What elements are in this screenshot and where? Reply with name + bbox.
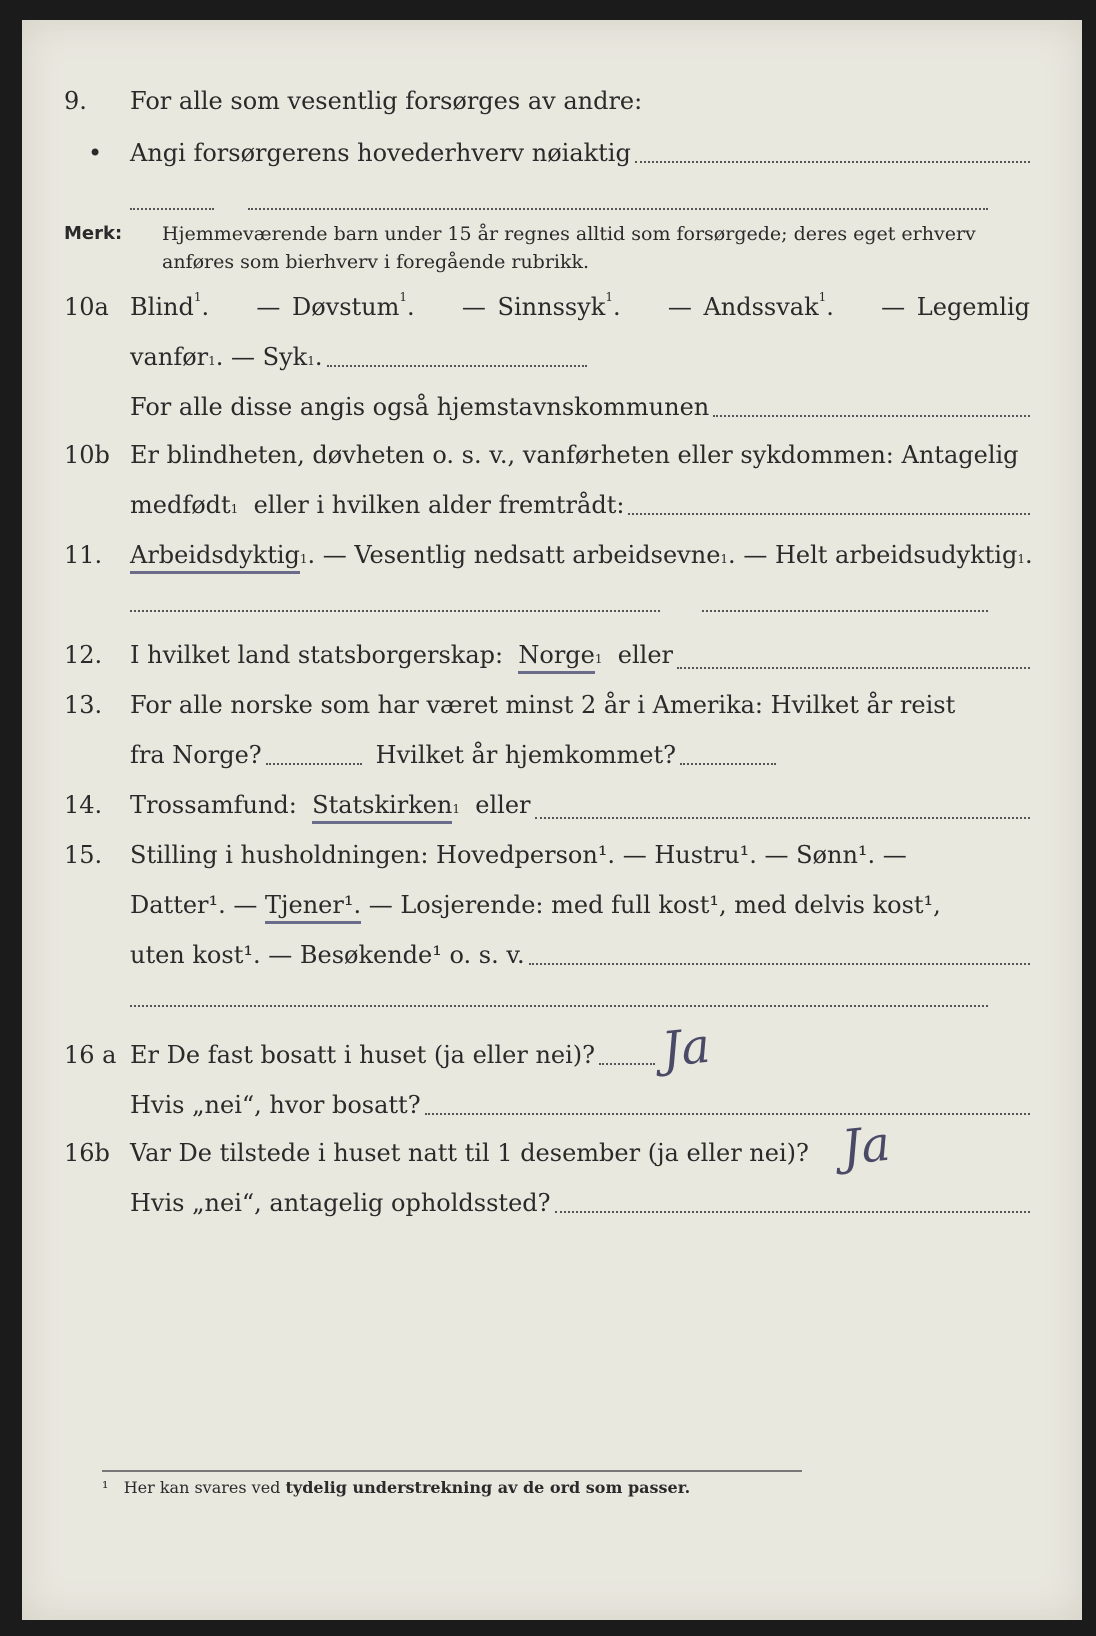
note-text: anføres som bierhverv i foregående rubrikk. [162, 251, 590, 273]
question-number: 10a [64, 293, 109, 321]
footnote-text: Her kan svares ved [123, 1478, 281, 1497]
answer-field[interactable] [555, 1211, 1030, 1213]
question-text: eller i hvilken alder fremtrådt: [253, 491, 625, 519]
question-text: — Losjerende: med full kost¹, med delvis kost¹, [368, 891, 941, 919]
question-number: 11. [64, 541, 103, 569]
answer-field[interactable] [713, 415, 1030, 417]
option-dovstum[interactable]: — Døvstum [256, 293, 400, 321]
option-blind[interactable]: Blind [130, 293, 194, 321]
option-andssvak[interactable]: — Andssvak [667, 293, 819, 321]
answer-field[interactable] [248, 208, 988, 210]
question-text: Hvis „nei“, antagelig opholdssted? [130, 1189, 551, 1217]
answer-field[interactable] [535, 817, 1030, 819]
question-text: Hvilket år hjemkommet? [375, 741, 677, 769]
answer-field[interactable] [702, 610, 988, 612]
answer-field[interactable] [130, 208, 214, 210]
answer-field[interactable] [628, 513, 1030, 515]
option-statskirken[interactable]: Statskirken [312, 790, 452, 824]
option-nedsatt-arbeidsevne[interactable]: — Vesentlig nedsatt arbeidsevne [322, 541, 721, 569]
answer-field[interactable] [680, 763, 776, 765]
question-text: Trossamfund: [130, 791, 297, 819]
question-text: eller [617, 641, 674, 669]
question-text: uten kost¹. — Besøkende¹ o. s. v. [130, 941, 525, 969]
question-text: Angi forsørgerens hovederhverv nøiaktig [130, 139, 631, 167]
question-number: 9. [64, 87, 87, 115]
option-vanfor[interactable]: vanfør [130, 343, 209, 371]
handwritten-answer-16b: Ja [839, 1115, 893, 1177]
answer-field[interactable] [130, 610, 660, 612]
question-text: For alle norske som har været minst 2 år i Amerika: Hvilket år reist [130, 691, 956, 719]
question-number: 16 a [64, 1041, 117, 1069]
answer-field[interactable] [130, 1005, 988, 1007]
question-text: Er De fast bosatt i huset (ja eller nei)? [130, 1041, 596, 1069]
answer-field[interactable] [266, 763, 362, 765]
question-number: 15. [64, 841, 103, 869]
option-sinnssyk[interactable]: — Sinnssyk [461, 293, 606, 321]
question-text: For alle disse angis også hjemstavnskommunen [130, 393, 710, 421]
question-number: 16b [64, 1139, 110, 1167]
question-number: 14. [64, 791, 103, 819]
question-number: 13. [64, 691, 103, 719]
footnote-emphasis: tydelig understrekning av de ord som passer. [285, 1478, 691, 1497]
question-number: 10b [64, 441, 110, 469]
note-text: Hjemmeværende barn under 15 år regnes alltid som forsørgede; deres eget erhverv [162, 223, 976, 245]
footnote [102, 1470, 802, 1497]
answer-field[interactable] [425, 1113, 1030, 1115]
question-text: Er blindheten, døvheten o. s. v., vanførheten eller sykdommen: Antagelig [130, 441, 1019, 469]
question-text: eller [475, 791, 531, 819]
answer-field[interactable] [677, 667, 1030, 669]
question-text: fra Norge? [130, 741, 262, 769]
question-text: For alle som vesentlig forsørges av andre: [130, 87, 643, 115]
question-number: 12. [64, 641, 103, 669]
question-text: Var De tilstede i huset natt til 1 desember (ja eller nei)? [130, 1139, 809, 1167]
footnote-mark: ¹ [102, 1478, 109, 1497]
option-tjener[interactable]: Tjener¹. [265, 890, 361, 924]
answer-field[interactable] [529, 963, 1030, 965]
option-syk[interactable]: — Syk [231, 343, 308, 371]
answer-field[interactable] [635, 161, 1030, 163]
option-datter[interactable]: Datter¹. — [130, 891, 258, 919]
answer-field[interactable] [327, 365, 587, 367]
answer-field[interactable] [599, 1063, 655, 1065]
note-label: Merk: [64, 223, 123, 244]
census-form-page: 9. For alle som vesentlig forsørges av andre: • Angi forsørgerens hovederhverv nøiaktig Merk: Hjemmeværende barn under 15 år regnes alltid som forsørgede; deres eget erhverv anføres som bierhverv i foregående rubrikk. 10a Blind$^1$. — Døvstum$^1$. — Sinnssyk$^1$. — Andssvak$^1$. — Legemlig vanfør 1 . — Syk 1 . For alle disse angis også hjemstavnskommunen 10b Er blindheten, døvheten o. s. v., vanførheten eller sykdommen: Antagelig medfødt 1 eller i hvilken alder fremtrådt: 11. Arbeidsdyktig 1 . — Vesentlig nedsatt arbeidsevne 1 . — Helt arbeidsudyktig 1 . 12. I hvilket land statsborgerskap: Norge 1 eller 13. For alle norske som har været minst 2 år i Amerika: Hvilket år reist fra Norge? Hvilket år hjemkommet? 14. Trossamfund: Statskirken 1 eller 15. Stilling i husholdningen: Hovedperson¹. — Hustru¹. — Sønn¹. — Datter¹. — Tjener¹. — Losjerende: med full kost¹, med delvis kost¹, uten kost¹. — Besøkende¹ o. s. v. 16 a Er De fast bosatt i huset (ja eller nei)? Ja Hvis „nei“, hvor bosatt? 16b Var De tilstede i huset natt til 1 desember (ja eller nei)? Ja Hvis „nei“, antagelig opholdssted? ¹ Her kan svares ved tydelig understrekning av de ord som passer. [22, 20, 1082, 1620]
handwritten-answer-16a: Ja [659, 1017, 713, 1079]
question-text: Stilling i husholdningen: Hovedperson¹. — Hustru¹. — Sønn¹. — [130, 841, 907, 869]
option-norge[interactable]: Norge [518, 640, 595, 674]
option-arbeidsudyktig[interactable]: — Helt arbeidsudyktig [743, 541, 1018, 569]
option-arbeidsdyktig[interactable]: Arbeidsdyktig [130, 540, 300, 574]
question-text: I hvilket land statsborgerskap: [130, 641, 504, 669]
question-text: Hvis „nei“, hvor bosatt? [130, 1091, 421, 1119]
option-medfodt[interactable]: medfødt [130, 491, 231, 519]
option-legemlig[interactable]: — Legemlig [881, 293, 1030, 321]
